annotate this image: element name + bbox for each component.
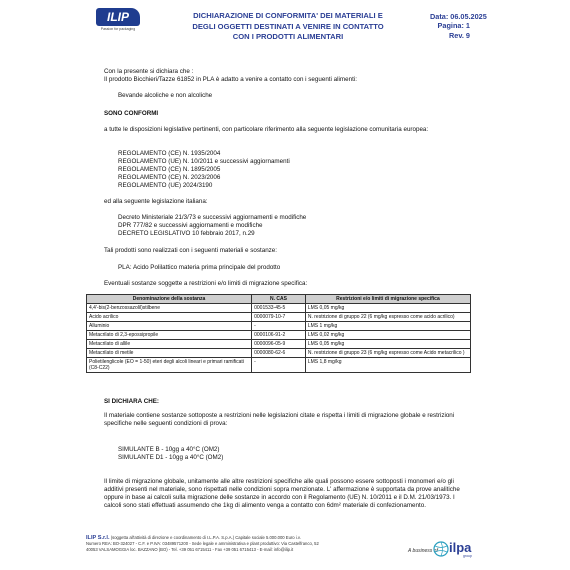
eu-regulation: REGOLAMENTO (UE) 2024/3190 bbox=[118, 182, 213, 189]
ilpa-group-label: group bbox=[463, 554, 472, 558]
table-header-row bbox=[87, 295, 471, 304]
table-row bbox=[87, 340, 471, 349]
substances-table bbox=[86, 294, 471, 373]
materials-lead: Tali prodotti sono realizzati con i seguenti materiali e sostanze: bbox=[104, 247, 278, 254]
doc-revision: Rev. 9 bbox=[449, 30, 470, 40]
footer-line-2: Numero REA: BO-324027 - C.F. e P.IVA: 03489571200 - Sede legale e amministrativa e plant produttivo: Via Castelfranco, 52 bbox=[86, 541, 319, 547]
eu-regulation: REGOLAMENTO (UE) N. 10/2011 e successivi aggiornamenti bbox=[118, 158, 290, 165]
cas-number: 0000096-05-9 bbox=[252, 340, 306, 349]
ilpa-wordmark: ilpa bbox=[449, 540, 472, 555]
it-regulation: Decreto Ministeriale 21/3/73 e successivi aggiornamenti e modifiche bbox=[118, 214, 307, 221]
ilip-logo bbox=[96, 8, 140, 36]
restriction: LMS 0,05 mg/kg bbox=[305, 304, 470, 313]
table-row bbox=[87, 349, 471, 358]
restriction: N. restrizione di gruppo 22 (6 mg/kg espresso come acido acrilico) bbox=[305, 313, 470, 322]
restriction: LMS 0,02 mg/kg bbox=[305, 331, 470, 340]
footer-company-info bbox=[86, 535, 386, 552]
conformi-heading: SONO CONFORMI bbox=[104, 110, 159, 117]
document-meta bbox=[430, 12, 487, 40]
col-header-restrictions: Restrizioni e/o limiti di migrazione specifica bbox=[305, 295, 470, 304]
footer-line-1: (soggetta all'attività di direzione e coordinamento di I.L.P.A. S.p.A.) Capitale sociale 5.000.000 Euro i.v. bbox=[110, 535, 301, 540]
substance-name: Metacrilato di allile bbox=[87, 340, 252, 349]
table-row bbox=[87, 358, 471, 373]
substance-name: Polietilenglicole (EO = 1-50) eteri degli alcoli lineari e primari ramificati (C8-C22) bbox=[87, 358, 252, 373]
it-regulation: DECRETO LEGISLATIVO 10 febbraio 2017, n.29 bbox=[118, 230, 255, 237]
simulant-d1: SIMULANTE D1 - 10gg a 40°C (OM2) bbox=[118, 454, 224, 461]
intro-line-1: Con la presente si dichiara che : bbox=[104, 68, 194, 75]
substance-name: Acido acrilico bbox=[87, 313, 252, 322]
restriction: LMS 1 mg/kg bbox=[305, 322, 470, 331]
restricted-lead: Eventuali sostanze soggette a restrizioni e/o limiti di migrazione specifica: bbox=[104, 280, 308, 287]
cas-number: - bbox=[252, 358, 306, 373]
dichiara-paragraph-2: Il limite di migrazione globale, unitamente alle altre restrizioni specifiche alle quali possono essere sottoposti i monomeri e/o gli additivi presenti nel materiale, sono rispettati nelle condizioni sopra menzionate. L' affermazione è supportata da prove analitiche oppure in base ai calcoli sulla migrazione delle sostanze in accordo con il Regolamento (UE) N. 10/2011 e il D.M. 21/03/1973. I calcoli sono stati effettuati assumendo che 1kg di alimento venga a contatto con 6dm² materiale di confezionamento. bbox=[104, 478, 460, 509]
cas-number: 0000106-91-2 bbox=[252, 331, 306, 340]
doc-date: Data: 06.05.2025 bbox=[430, 12, 487, 21]
restriction: N. restrizione di gruppo 23 (6 mg/kg espresso come Acido metacrilico ) bbox=[305, 349, 470, 358]
eu-regulation: REGOLAMENTO (CE) N. 2023/2006 bbox=[118, 174, 221, 181]
dichiara-heading: SI DICHIARA CHE: bbox=[104, 398, 159, 405]
dichiara-paragraph-1: Il materiale contiene sostanze sottoposte a restrizioni nelle legislazioni citate e rispetta i limiti di migrazione globale e restrizioni specifiche nelle seguenti condizioni di prova: bbox=[104, 412, 455, 427]
restriction: LMS 1,8 mg/kg bbox=[305, 358, 470, 373]
restriction: LMS 0,05 mg/kg bbox=[305, 340, 470, 349]
title-line-1: DICHIARAZIONE DI CONFORMITA' DEI MATERIALI E bbox=[193, 11, 383, 20]
pla-material: PLA: Acido Polilattico materia prima principale del prodotto bbox=[118, 264, 281, 271]
ilpa-group-logo bbox=[433, 537, 478, 561]
logo-mark: ILIP bbox=[96, 8, 140, 26]
title-line-2: DEGLI OGGETTI DESTINATI A VENIRE IN CONTATTO bbox=[192, 21, 384, 31]
table-row bbox=[87, 304, 471, 313]
substance-name: Alluminio bbox=[87, 322, 252, 331]
substance-name: 4,4'-bis(2-benzossazolil)stilbene bbox=[87, 304, 252, 313]
eu-regulation: REGOLAMENTO (CE) N. 1935/2004 bbox=[118, 150, 221, 157]
italian-lead: ed alla seguente legislazione italiana: bbox=[104, 198, 208, 205]
document-title bbox=[178, 11, 398, 43]
cas-number: 0001533-45-5 bbox=[252, 304, 306, 313]
table-row bbox=[87, 322, 471, 331]
table-row bbox=[87, 313, 471, 322]
simulant-b: SIMULANTE B - 10gg a 40°C (OM2) bbox=[118, 446, 220, 453]
eu-regulation: REGOLAMENTO (CE) N. 1895/2005 bbox=[118, 166, 221, 173]
substance-name: Metacrilato di metile bbox=[87, 349, 252, 358]
cas-number: 0000079-10-7 bbox=[252, 313, 306, 322]
doc-page: Pagina: 1 bbox=[437, 21, 470, 31]
conformi-lead: a tutte le disposizioni legislative pertinenti, con particolare riferimento alla seguente legislazione comunitaria europea: bbox=[104, 126, 429, 133]
cas-number: 0000080-62-6 bbox=[252, 349, 306, 358]
title-line-3: CON I PRODOTTI ALIMENTARI bbox=[232, 32, 344, 42]
substance-name: Metacrilato di 2,3-epossipropile bbox=[87, 331, 252, 340]
logo-tagline: Passion for packaging bbox=[100, 27, 136, 31]
table-row bbox=[87, 331, 471, 340]
cas-number: - bbox=[252, 322, 306, 331]
it-regulation: DPR 777/82 e successivi aggiornamenti e modifiche bbox=[118, 222, 263, 229]
col-header-cas: N. CAS bbox=[252, 295, 306, 304]
col-header-substance: Denominazione della sostanza bbox=[87, 295, 252, 304]
food-category: Bevande alcoliche e non alcoliche bbox=[118, 92, 213, 99]
footer-company-name: ILIP S.r.l. bbox=[86, 535, 110, 541]
intro-line-2: Il prodotto Bicchieri/Tazze 61852 in PLA è adatto a venire a contatto con i seguenti alimenti: bbox=[104, 76, 357, 83]
group-byline: A business of bbox=[408, 548, 438, 554]
footer-line-3: 40053 VALSAMOGGIA loc. BAZZANO (BO) - Tel. +39 051 6715411 - Fax +39 051 6715413 - E-mail: info@ilip.it bbox=[86, 546, 294, 552]
